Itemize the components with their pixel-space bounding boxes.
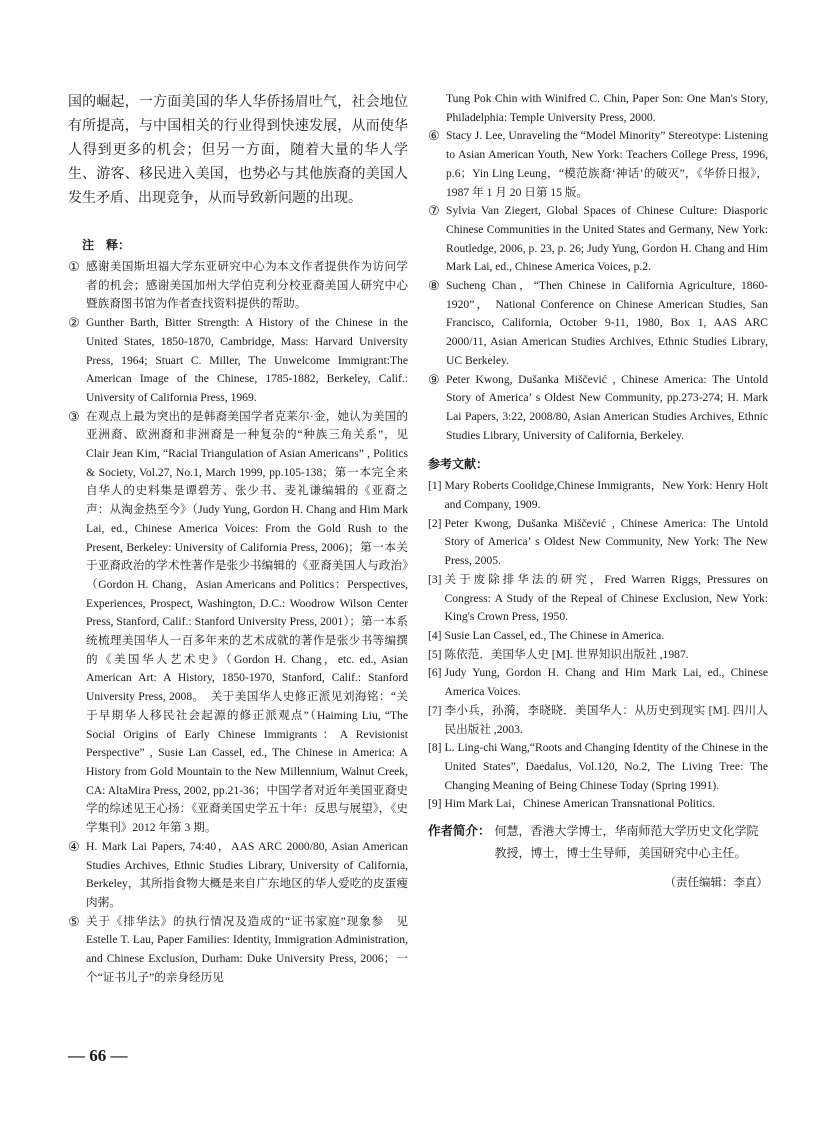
reference-text: 关于废除排华法的研究，Fred Warren Riggs, Pressures on Congress: A Study of the Repeal of Chinese Exclusion, New York: King's Crown Press, 1950. [444,572,768,624]
reference-5 [428,646,768,665]
note-marker: ② [68,315,80,331]
reference-8 [428,739,768,795]
note-5 [68,913,408,988]
author-bio-text: 何慧，香港大学博士，华南师范大学历史文化学院教授，博士，博士生导师，美国研究中心主任。 [494,824,759,861]
notes-heading: 注 释： [82,238,131,252]
note-text: 感谢美国斯坦福大学东亚研究中心为本文作者提供作为访问学者的机会；感谢美国加州大学伯克利分校亚裔美国人研究中心暨族裔图书馆为作者查找资料提供的帮助。 [86,260,408,311]
reference-marker: [6] [428,666,442,680]
author-bio [428,820,768,864]
reference-7 [428,702,768,739]
notes-list-right [428,127,768,445]
responsible-editor: （责任编辑：李直） [664,875,768,890]
reference-marker: [1] [428,479,442,493]
note-2 [68,314,408,408]
author-bio-label: 作者简介： [428,823,491,839]
note-right-4 [428,371,768,446]
reference-text: L. Ling-chi Wang,“Roots and Changing Identity of the Chinese in the United States”, Daedalus, Vol.120, No.2, The Living Tree: The Changing Meaning of Being Chinese Today (Spring 1991). [444,741,768,792]
reference-1 [428,477,768,514]
note-right-3 [428,277,768,371]
reference-marker: [9] [428,797,442,811]
notes-list [68,258,408,987]
note-marker: ⑤ [68,913,80,929]
reference-text: Susie Lan Cassel, ed., The Chinese in America. [444,628,665,642]
note-right-marker: ⑨ [428,371,440,387]
reference-text: Judy Yung, Gordon H. Chang and Him Mark Lai, ed., Chinese America Voices. [444,666,768,699]
note-text: 关于《排华法》的执行情况及造成的“证书家庭”现象参 见 Estelle T. Lau, Paper Families: Identity, Immigration Administration, and Chinese Exclusion, Durham: Duke University Press, 2006；一个“证书儿子”的亲身经历见 [86,914,408,984]
reference-text: Mary Roberts Coolidge,Chinese Immigrants，New York: Henry Holt and Company, 1909. [444,479,768,512]
reference-text: 李小兵，孙漪，李晓晓．美国华人：从历史到现实 [M]. 四川人民出版社 ,2003. [444,703,768,736]
references-heading: 参考文献： [428,457,489,472]
reference-marker: [8] [428,741,442,755]
reference-4 [428,627,768,646]
left-column [68,90,408,987]
reference-marker: [3] [428,572,442,586]
note-right-text: Stacy J. Lee, Unraveling the “Model Minority” Stereotype: Listening to Asian American Youth, New York: Teachers College Press, 1996, p.6；Yin Ling Leung，“模范族裔‘神话’的破灭”，《华侨日报》，1987 年 1 月 20 日第 15 版。 [446,129,768,199]
right-column [428,90,768,890]
note-right-1 [428,127,768,202]
note-marker: ③ [68,408,80,424]
note-3 [68,408,408,838]
note-4 [68,838,408,913]
reference-text: Him Mark Lai，Chinese American Transnational Politics. [444,797,716,811]
note-right-text: Sylvia Van Ziegert, Global Spaces of Chinese Culture: Diasporic Chinese Communities in the United States and Germany, New York: Routledge, 2006, p. 23, p. 26; Judy Yung, Gordon H. Chang and Him Mark Lai, ed., Chinese America Voices, p.2. [446,204,768,274]
reference-marker: [7] [428,703,442,717]
note-right-marker: ⑦ [428,203,440,219]
note-right-marker: ⑧ [428,278,440,294]
note-text: Gunther Barth, Bitter Strength: A History of the Chinese in the United States, 1850-1870, Cambridge, Mass: Harvard University Press, 1964; Stuart C. Miller, The Unwelcome Immigrant:The American Image of the Chinese, 1785-1882, Berkeley, Calif.: University of California Press, 1969. [86,316,408,404]
reference-marker: [2] [428,516,442,530]
reference-6 [428,664,768,701]
note-right-text: Sucheng Chan，“Then Chinese in California Agriculture, 1860-1920”， National Conference on Chinese American Studies, San Francisco, California, October 9-11, 1980, Box 1, AAS ARC 2000/11, Asian American Studies Archives, Ethnic Studies Library, UC Berkeley. [446,279,768,367]
note-marker: ④ [68,838,80,854]
body-paragraph: 国的崛起，一方面美国的华人华侨扬眉吐气，社会地位有所提高，与中国相关的行业得到快速发展，从而使华人得到更多的机会；但另一方面，随着大量的华人学生、游客、移民进入美国，也势必与其他族裔的美国人发生矛盾、出现竞争，从而导致新问题的出现。 [68,94,408,206]
note-5-continuation: Tung Pok Chin with Winifred C. Chin, Paper Son: One Man's Story, Philadelphia: Temple University Press, 2000. [446,92,768,124]
reference-marker: [4] [428,628,442,642]
note-text: H. Mark Lai Papers, 74:40，AAS ARC 2000/80, Asian American Studies Archives, Ethnic Studies Library, University of California, Berkeley，其所指食物大概是来自广东地区的华人爱吃的皮蛋瘦肉粥。 [86,839,408,909]
note-text: 在观点上最为突出的是韩裔美国学者克莱尔·金，她认为美国的亚洲裔、欧洲裔和非洲裔是一种复杂的“种族三角关系”，见 Clair Jean Kim, “Racial Triangulation of Asian Americans” , Politics & Society, Vol.27, No.1, March 1999, pp.105-138；第一本完全来自华人的史料集是谭碧芳、张少书、麦礼谦编辑的《亚裔之声：从淘金热至今》（Judy Yung, Gordon H. Chang and Him Mark Lai, ed., Chinese America Voices: From the Gold Rush to the Present, Berkeley: University of California Press, 2006)；第一本关于亚裔政治的学术性著作是张少书编辑的《亚裔美国人与政治》（Gordon H. Chang，Asian Americans and Politics：Perspectives, Experiences, Prospect, Washington, D.C.: Woodrow Wilson Center Press, Stanford, Calif.: Stanford University Press, 2001）；第一本系统梳理美国华人一百多年来的艺术成就的著作是张少书等编撰的《美国华人艺术史》（Gordon H. Chang，etc. ed., Asian American Art: A History, 1850-1970, Stanford, Calif.: Stanford University Press, 2008。 关于美国华人史修正派见刘海铭：“关于早期华人移民社会起源的修正派观点”（Haiming Liu, “The Social Origins of Early Chinese Immigrants：A Revisionist Perspective” , Susie Lan Cassel, ed., The Chinese in America: A History from Gold Mountain to the New Millennium, Walnut Creek, CA: AltaMira Press, 2002, pp.21-36；中国学者对近年美国亚裔史学的综述见王心扬：《亚裔美国史学五十年：反思与展望》，《史学集刊》2012 年第 3 期。 [86,409,408,835]
note-right-text: Peter Kwong, Dušanka Miščević , Chinese America: The Untold Story of America’ s Oldest New Community, pp.273-274; H. Mark Lai Papers, 3:22, 2008/80, Asian American Studies Archives, Ethnic Studies Library, University of California, Berkeley. [446,372,768,442]
references-list [428,477,768,814]
reference-2 [428,515,768,571]
note-marker: ① [68,259,80,274]
page-number: — 66 — [68,1046,128,1065]
reference-9 [428,795,768,814]
reference-marker: [5] [428,647,442,661]
reference-text: 陈依范．美国华人史 [M]. 世界知识出版社 ,1987. [444,647,689,661]
note-right-marker: ⑥ [428,128,440,144]
reference-3 [428,571,768,627]
reference-text: Peter Kwong, Dušanka Miščević , Chinese America: The Untold Story of America’ s Oldest New Community, New York: The New Press, 2005. [444,516,768,568]
note-right-2 [428,202,768,277]
note-1 [68,258,408,314]
